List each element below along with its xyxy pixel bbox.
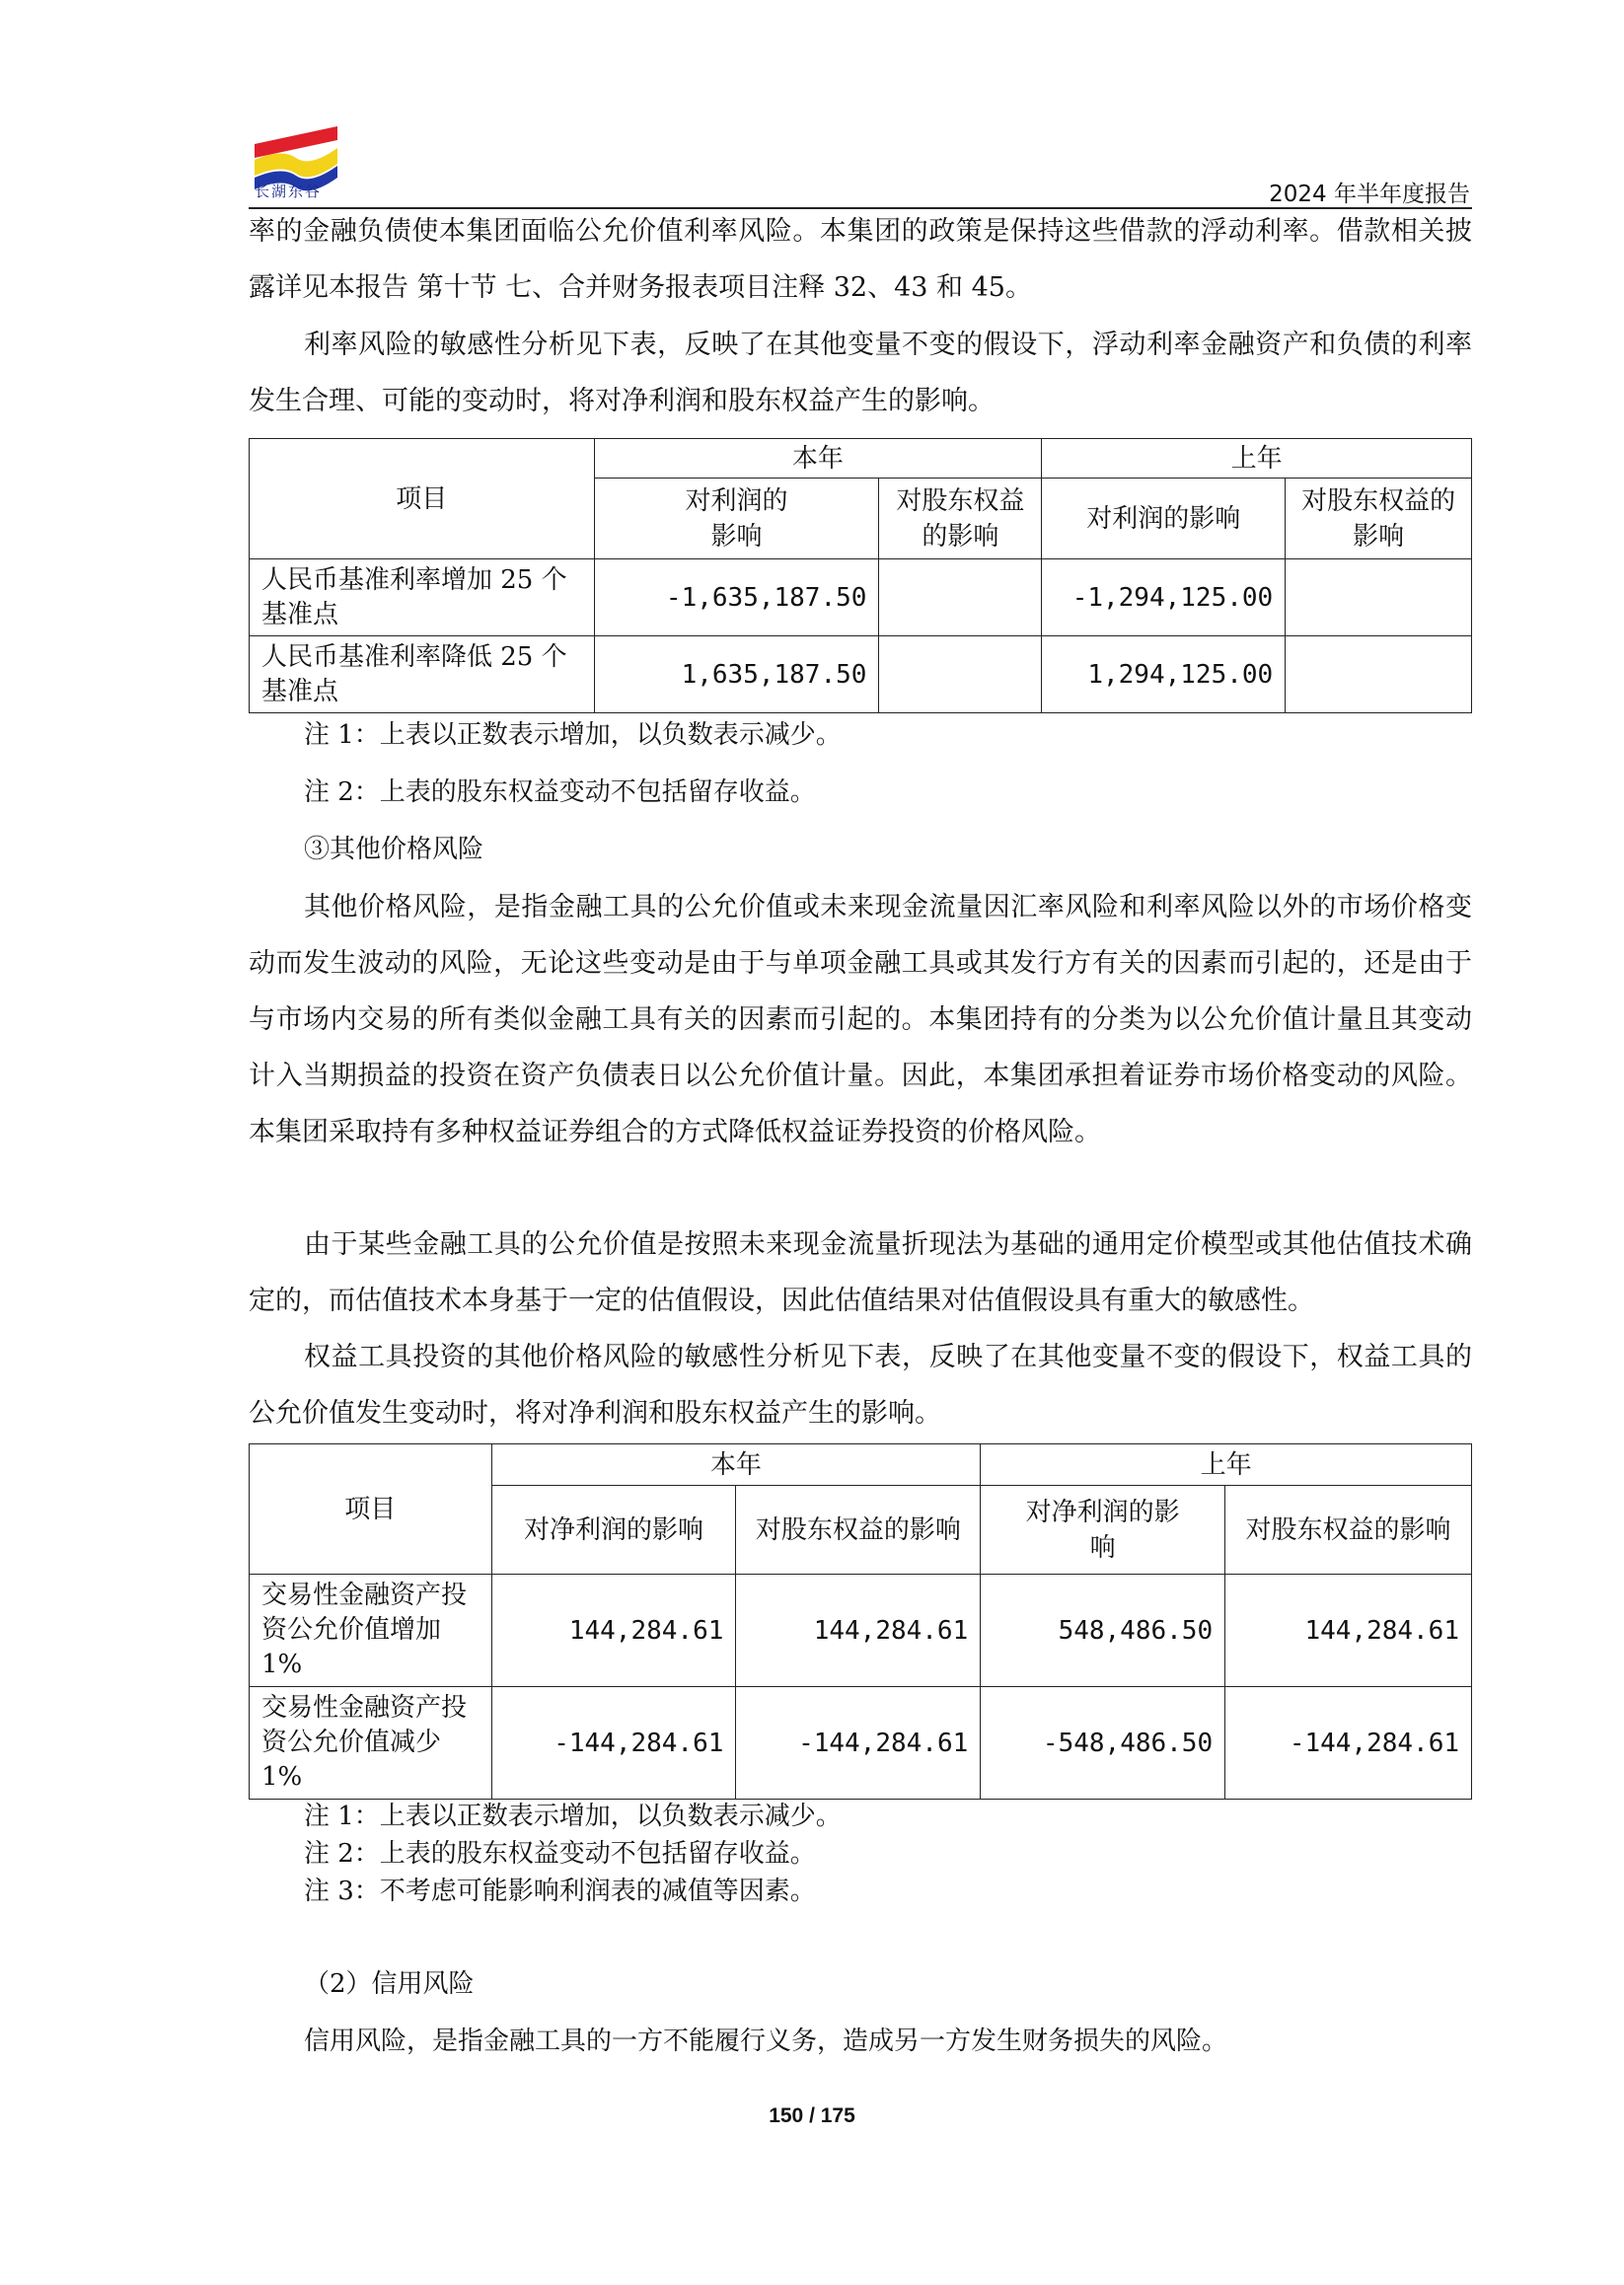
cell-value: 144,284.61 bbox=[1225, 1575, 1472, 1687]
item-header: 项目 bbox=[250, 439, 595, 559]
cell-value: 1,635,187.50 bbox=[594, 636, 879, 713]
row-label: 人民币基准利率增加 25 个基准点 bbox=[250, 559, 595, 636]
section-heading: ③其他价格风险 bbox=[304, 835, 484, 864]
paragraph: 其他价格风险，是指金融工具的公允价值或未来现金流量因汇率风险和利率风险以外的市场价格变动而发生波动的风险，无论这些变动是由于与单项金融工具或其发行方有关的因素而引起的，还是由于与市场内交易的所有类似金融工具有关的因素而引起的。本集团持有的分类为以公允价值计量且其变动计入当期损益的投资在资产负债表日以公允价值计量。因此，本集团承担着证券市场价格变动的风险。本集团采取持有多种权益证券组合的方式降低权益证券投资的价格风险。 bbox=[249, 892, 1472, 1147]
col-equity-last: 对股东权益的影响 bbox=[1225, 1486, 1472, 1575]
paragraph: 利率风险的敏感性分析见下表，反映了在其他变量不变的假设下，浮动利率金融资产和负债的利率发生合理、可能的变动时，将对净利润和股东权益产生的影响。 bbox=[249, 330, 1472, 416]
item-header: 项目 bbox=[250, 1444, 492, 1575]
table-row bbox=[250, 1575, 1472, 1687]
col-profit-this: 对利润的影响 bbox=[594, 479, 879, 559]
section-heading: （2）信用风险 bbox=[304, 1969, 475, 1999]
col-profit-last: 对利润的影响 bbox=[1042, 479, 1286, 559]
last-year-header: 上年 bbox=[1042, 439, 1472, 479]
this-year-header: 本年 bbox=[491, 1444, 981, 1486]
equity-price-sensitivity-table bbox=[249, 1443, 1472, 1800]
cell-value: -144,284.61 bbox=[1225, 1687, 1472, 1800]
table-note: 注 2：上表的股东权益变动不包括留存收益。 bbox=[304, 777, 816, 807]
paragraph: 信用风险，是指金融工具的一方不能履行义务，造成另一方发生财务损失的风险。 bbox=[304, 2027, 1228, 2056]
table-row bbox=[250, 559, 1472, 636]
col-equity-last: 对股东权益的影响 bbox=[1286, 479, 1472, 559]
row-label: 交易性金融资产投资公允价值减少 1% bbox=[250, 1687, 492, 1800]
cell-value: -1,294,125.00 bbox=[1042, 559, 1286, 636]
this-year-header: 本年 bbox=[594, 439, 1042, 479]
cell-value: 144,284.61 bbox=[491, 1575, 736, 1687]
cell-value: -144,284.61 bbox=[736, 1687, 981, 1800]
cell-value: 548,486.50 bbox=[981, 1575, 1225, 1687]
col-equity-this: 对股东权益的影响 bbox=[879, 479, 1042, 559]
cell-value: -1,635,187.50 bbox=[594, 559, 879, 636]
cell-value: 144,284.61 bbox=[736, 1575, 981, 1687]
table-note: 注 1：上表以正数表示增加，以负数表示减少。 bbox=[304, 720, 842, 750]
interest-rate-sensitivity-table bbox=[249, 438, 1472, 713]
paragraph: 权益工具投资的其他价格风险的敏感性分析见下表，反映了在其他变量不变的假设下，权益工具的公允价值发生变动时，将对净利润和股东权益产生的影响。 bbox=[249, 1342, 1472, 1429]
table-note: 注 3：不考虑可能影响利润表的减值等因素。 bbox=[304, 1877, 816, 1906]
table-row bbox=[250, 636, 1472, 713]
col-profit-this: 对净利润的影响 bbox=[491, 1486, 736, 1575]
col-equity-this: 对股东权益的影响 bbox=[736, 1486, 981, 1575]
cell-value bbox=[1286, 559, 1472, 636]
table-note: 注 2：上表的股东权益变动不包括留存收益。 bbox=[304, 1839, 816, 1869]
cell-value bbox=[879, 636, 1042, 713]
table-row bbox=[250, 1687, 1472, 1800]
paragraph: 由于某些金融工具的公允价值是按照未来现金流量折现法为基础的通用定价模型或其他估值技术确定的，而估值技术本身基于一定的估值假设，因此估值结果对估值假设具有重大的敏感性。 bbox=[249, 1229, 1472, 1316]
row-label: 人民币基准利率降低 25 个基准点 bbox=[250, 636, 595, 713]
cell-value: -144,284.61 bbox=[491, 1687, 736, 1800]
table-note: 注 1：上表以正数表示增加，以负数表示减少。 bbox=[304, 1802, 842, 1831]
cell-value bbox=[879, 559, 1042, 636]
cell-value: 1,294,125.00 bbox=[1042, 636, 1286, 713]
page-number: 150 / 175 bbox=[769, 2104, 855, 2127]
col-profit-last: 对净利润的影响 bbox=[981, 1486, 1225, 1575]
cell-value: -548,486.50 bbox=[981, 1687, 1225, 1800]
cell-value bbox=[1286, 636, 1472, 713]
logo-text: 长湖东谷 bbox=[255, 183, 323, 200]
row-label: 交易性金融资产投资公允价值增加 1% bbox=[250, 1575, 492, 1687]
last-year-header: 上年 bbox=[981, 1444, 1472, 1486]
report-title: 2024 年半年度报告 bbox=[1269, 182, 1470, 207]
paragraph: 率的金融负债使本集团面临公允价值利率风险。本集团的政策是保持这些借款的浮动利率。借款相关披露详见本报告 第十节 七、合并财务报表项目注释 32、43 和 45。 bbox=[249, 216, 1472, 303]
